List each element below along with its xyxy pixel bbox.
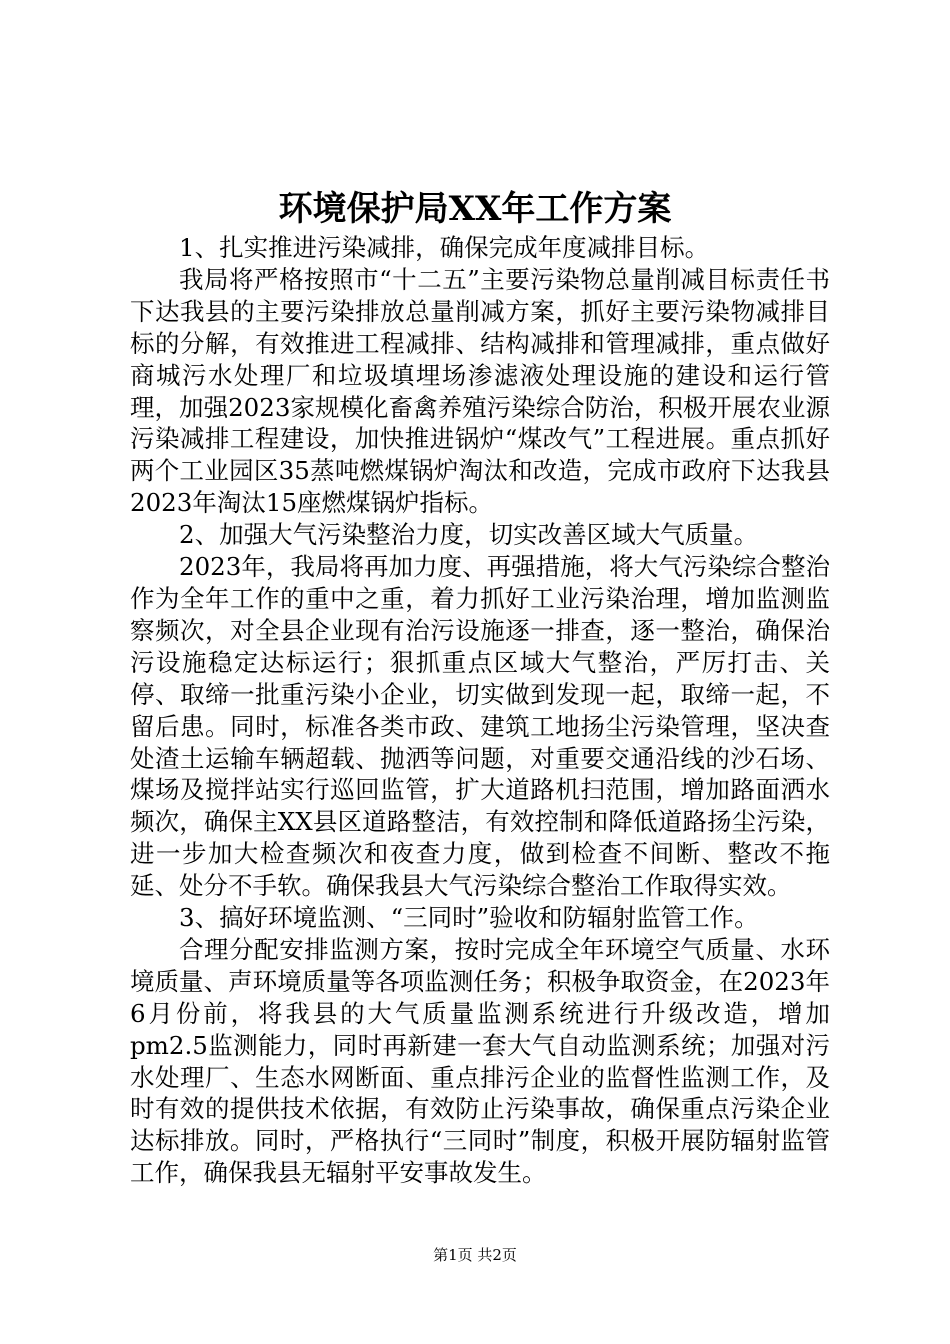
document-body	[130, 232, 830, 1189]
heading-2: 2、加强大气污染整治力度，切实改善区域大气质量。	[179, 520, 759, 550]
paragraph-1: 我局将严格按照市“十二五”主要污染物总量削减目标责任书下达我县的主要污染排放总量削减方案，抓好主要污染物减排目标的分解，有效推进工程减排、结构减排和管理减排，重点做好商城污水处理厂和垃圾填埋场渗滤液处理设施的建设和运行管理，加强2023家规模化畜禽养殖污染综合防治，积极开展农业源污染减排工程建设，加快推进锅炉“煤改气”工程进展。重点抓好两个工业园区35蒸吨燃煤锅炉淘汰和改造，完成市政府下达我县2023年淘汰15座燃煤锅炉指标。	[130, 264, 830, 518]
heading-1: 1、扎实推进污染减排，确保完成年度减排目标。	[179, 233, 710, 262]
heading-3: 3、搞好环境监测、“三同时”验收和防辐射监管工作。	[179, 903, 759, 933]
page-footer: 第1页 共2页	[433, 1246, 517, 1264]
document-title: 环境保护局XX年工作方案	[278, 189, 672, 229]
paragraph-3: 合理分配安排监测方案，按时完成全年环境空气质量、水环境质量、声环境质量等各项监测任务；积极争取资金，在2023年6月份前，将我县的大气质量监测系统进行升级改造，增加pm2.5监测能力，同时再新建一套大气自动监测系统；加强对污水处理厂、生态水网断面、重点排污企业的监督性监测工作，及时有效的提供技术依据，有效防止污染事故，确保重点污染企业达标排放。同时，严格执行“三同时”制度，积极开展防辐射监管工作，确保我县无辐射平安事故发生。	[130, 934, 830, 1188]
paragraph-2: 2023年，我局将再加力度、再强措施，将大气污染综合整治作为全年工作的重中之重，着力抓好工业污染治理，增加监测监察频次，对全县企业现有治污设施逐一排查，逐一整治，确保治污设施稳定达标运行；狠抓重点区域大气整治，严厉打击、关停、取缔一批重污染小企业，切实做到发现一起，取缔一起，不留后患。同时，标准各类市政、建筑工地扬尘污染管理，坚决查处渣土运输车辆超载、抛洒等问题，对重要交通沿线的沙石场、煤场及搅拌站实行巡回监管，扩大道路机扫范围，增加路面洒水频次，确保主XX县区道路整洁，有效控制和降低道路扬尘污染，进一步加大检查频次和夜查力度，做到检查不间断、整改不拖延、处分不手软。确保我县大气污染综合整治工作取得实效。	[130, 552, 830, 901]
